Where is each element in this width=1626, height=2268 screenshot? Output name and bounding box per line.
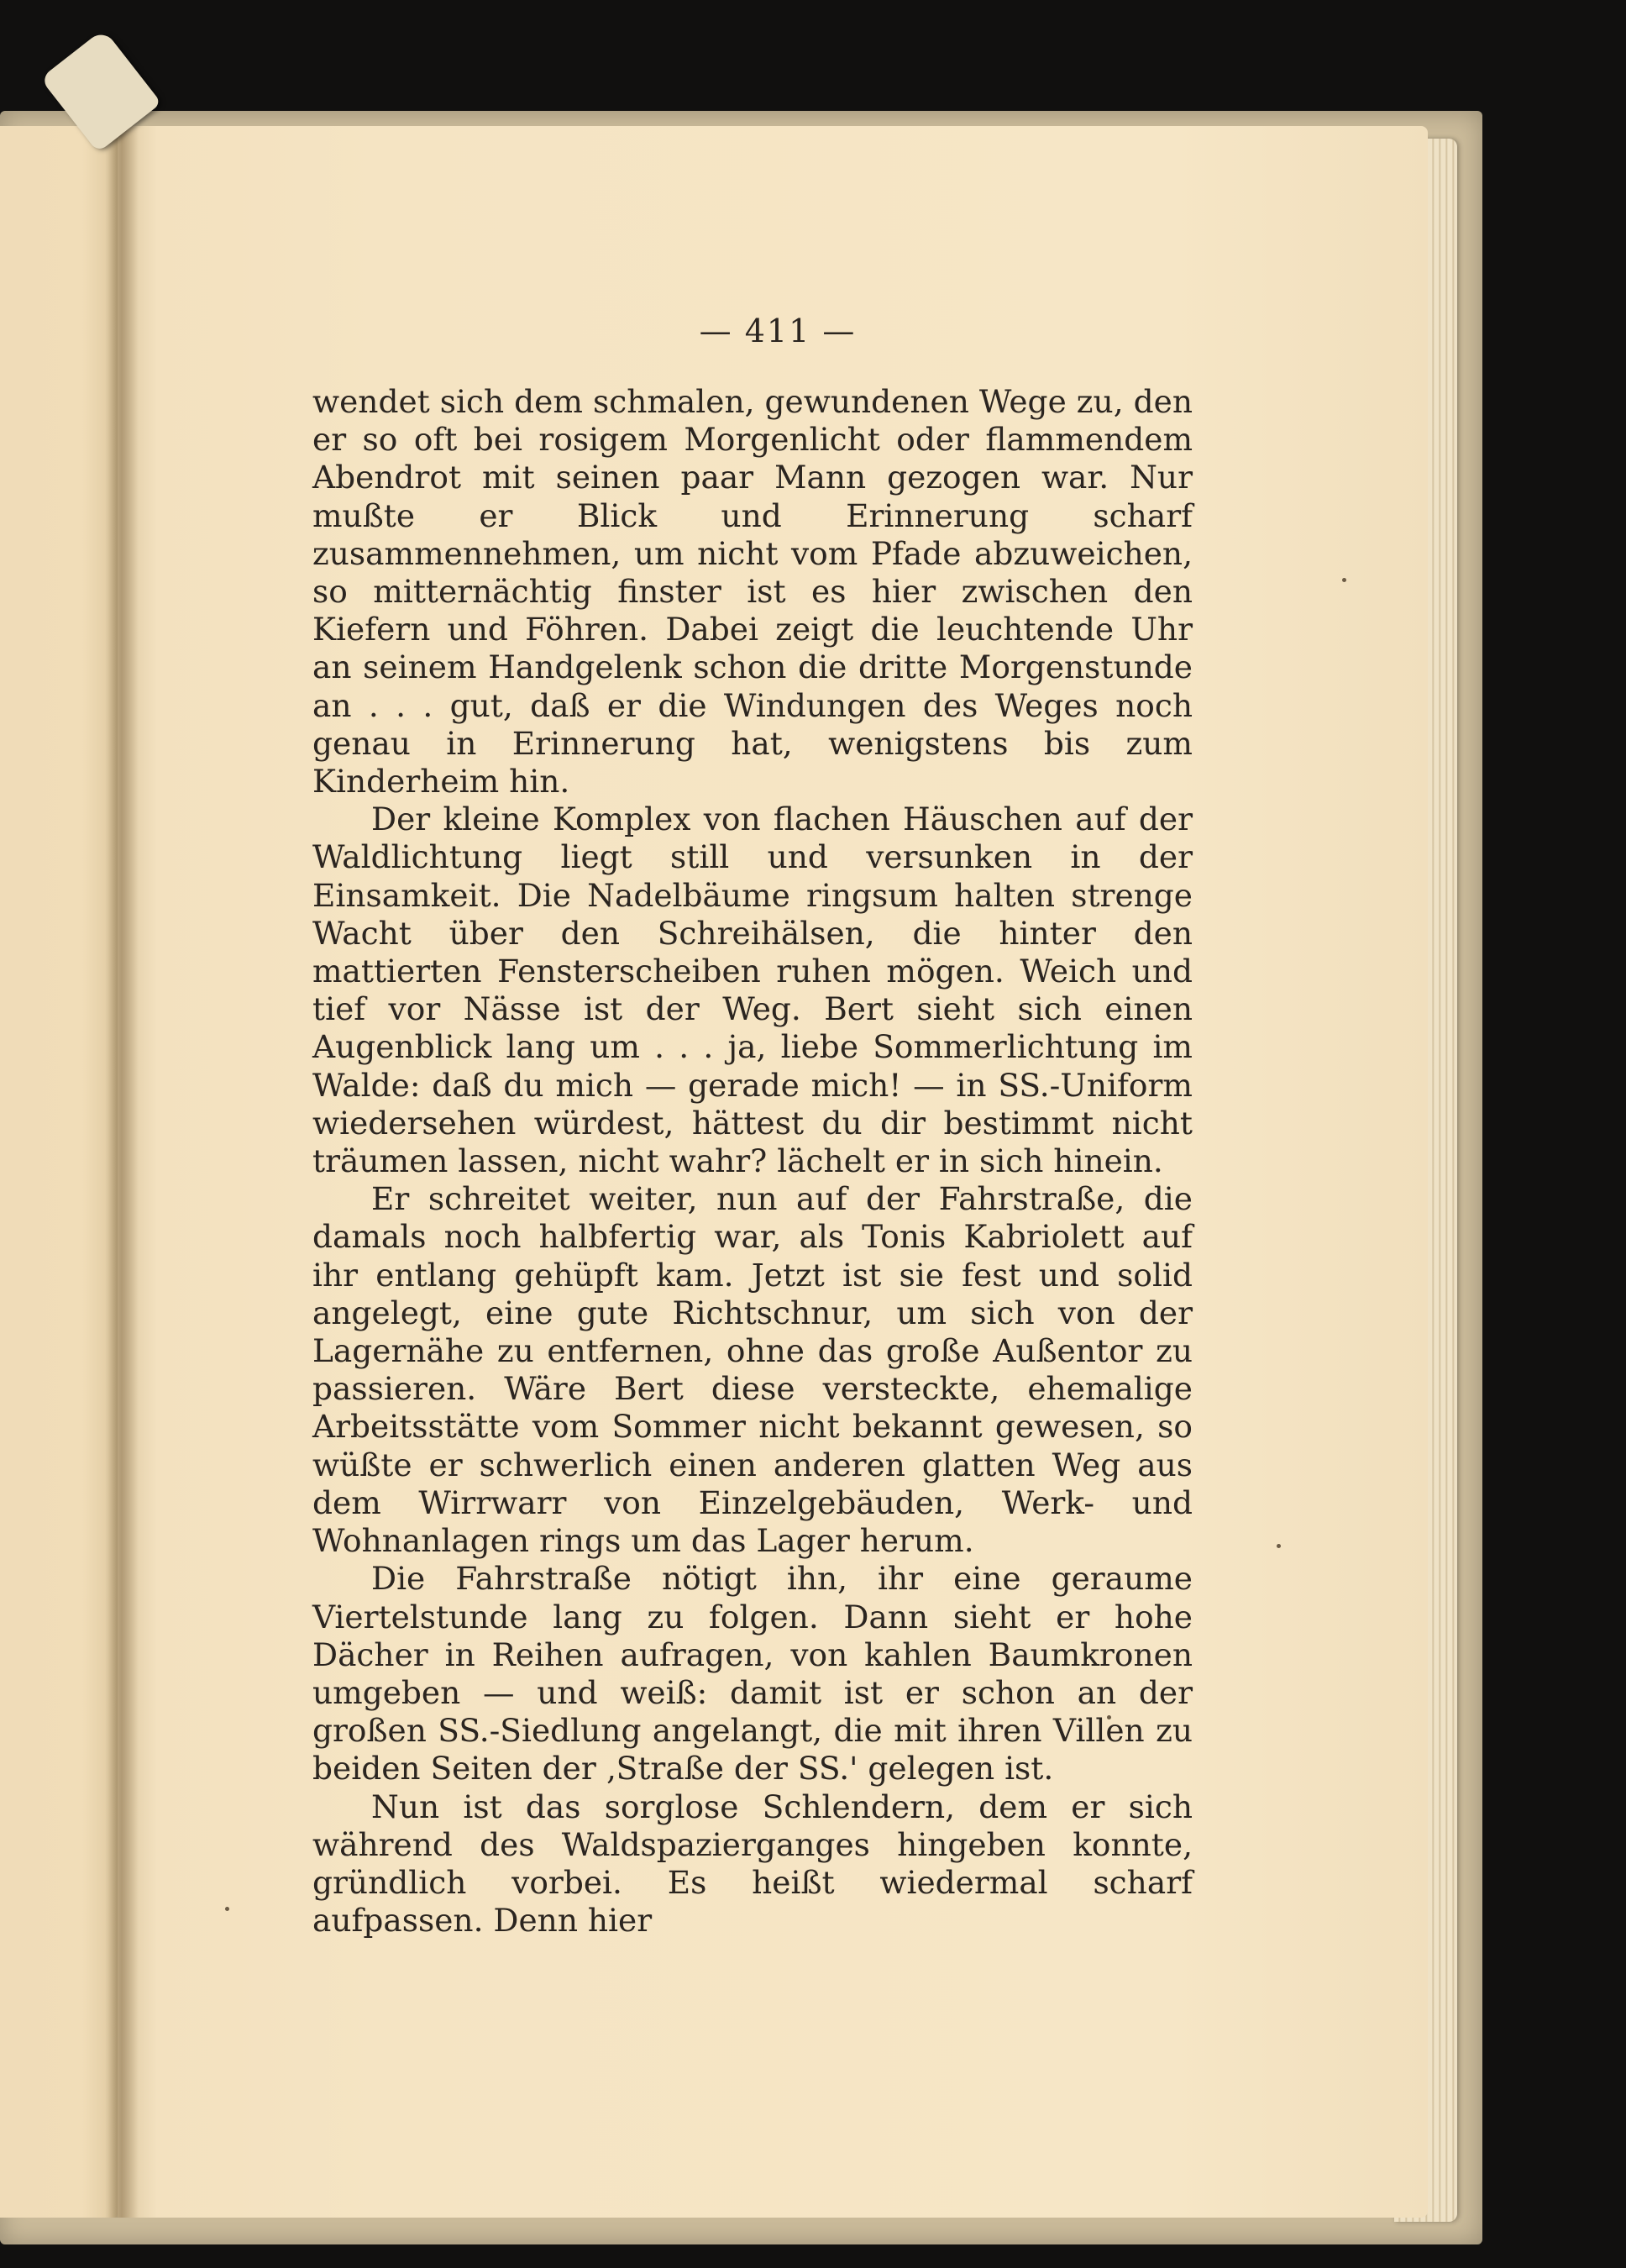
page-number: — 411 —: [699, 312, 857, 349]
paragraph: Nun ist das sorglose Schlendern, dem er sich während des Waldspazierganges hingeben konnte, gründlich vorbei. Es heißt wiedermal scharf aufpassen. Denn hier: [312, 1788, 1193, 1940]
body-text: [312, 383, 1193, 1940]
page-content: [312, 312, 1193, 1940]
paper-speck: [225, 1907, 229, 1911]
paragraph: Der kleine Komplex von flachen Häuschen auf der Waldlichtung liegt still und versunken in der Einsamkeit. Die Nadelbäume ringsum halten strenge Wacht über den Schreihälsen, die hinter den mattierten Fensterscheiben ruhen mögen. Weich und tief vor Nässe ist der Weg. Bert sieht sich einen Augenblick lang um . . . ja, liebe Sommerlichtung im Walde: daß du mich — gerade mich! — in SS.-Uniform wiedersehen würdest, hättest du dir bestimmt nicht träumen lassen, nicht wahr? lächelt er in sich hinein.: [312, 801, 1193, 1180]
paragraph: Die Fahrstraße nötigt ihn, ihr eine geraume Viertelstunde lang zu folgen. Dann sieht er hohe Dächer in Reihen aufragen, von kahlen Baumkronen umgeben — und weiß: damit ist er schon an der großen SS.-Siedlung angelangt, die mit ihren Villen zu beiden Seiten der ‚Straße der SS.' gelegen ist.: [312, 1560, 1193, 1788]
gutter-shadow: [105, 126, 139, 2218]
paragraph: wendet sich dem schmalen, gewundenen Wege zu, den er so oft bei rosigem Morgenlicht oder flammendem Abendrot mit seinen paar Mann gezogen war. Nur mußte er Blick und Erinnerung scharf zusammennehmen, um nicht vom Pfade abzuweichen, so mitternächtig finster ist es hier zwischen den Kiefern und Föhren. Dabei zeigt die leuchtende Uhr an seinem Handgelenk schon die dritte Morgenstunde an . . . gut, daß er die Windungen des Weges noch genau in Erinnerung hat, wenigstens bis zum Kinderheim hin.: [312, 383, 1193, 801]
paragraph: Er schreitet weiter, nun auf der Fahrstraße, die damals noch halbfertig war, als Tonis Kabriolett auf ihr entlang gehüpft kam. Jetzt ist sie fest und solid angelegt, eine gute Richtschnur, um sich von der Lagernähe zu entfernen, ohne das große Außentor zu passieren. Wäre Bert diese versteckte, ehemalige Arbeitsstätte vom Sommer nicht bekannt gewesen, so wüßte er schwerlich einen anderen glatten Weg aus dem Wirrwarr von Einzelgebäuden, Werk- und Wohnanlagen rings um das Lager herum.: [312, 1180, 1193, 1560]
paper-speck: [1277, 1544, 1281, 1548]
left-page-edge: [0, 126, 118, 2218]
paper-speck: [1342, 578, 1346, 582]
